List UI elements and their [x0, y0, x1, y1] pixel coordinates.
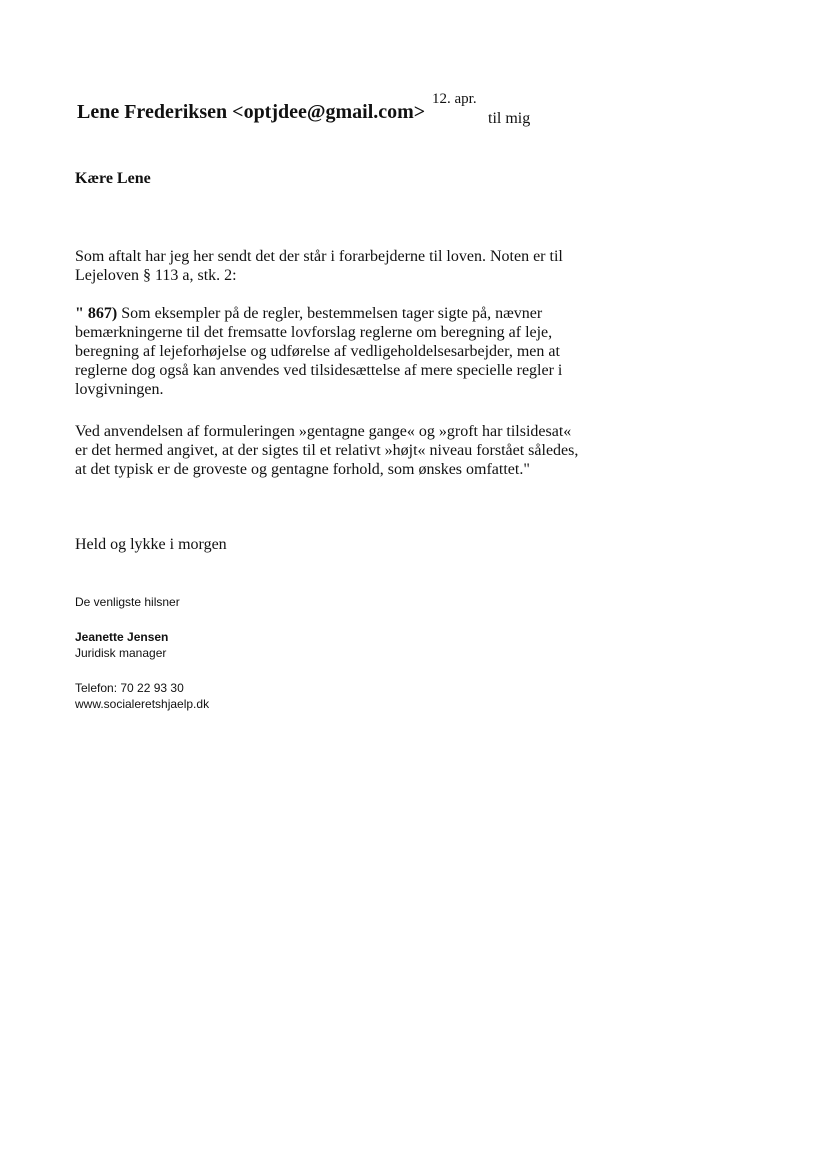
paragraph-line: beregning af lejeforhøjelse og udførelse af vedligeholdelsesarbejder, men at	[75, 343, 560, 360]
paragraph-line: reglerne dog også kan anvendes ved tilsidesættelse af mere specielle regler i	[75, 362, 563, 379]
paragraph-line: bemærkningerne til det fremsatte lovforslag reglerne om beregning af leje,	[75, 324, 553, 341]
email-date: 12. apr.	[432, 91, 477, 107]
signature-website: www.socialeretshjaelp.dk	[75, 697, 210, 711]
paragraph-line: er det hermed angivet, at der sigtes til et relativt »højt« niveau forstået således,	[75, 442, 579, 459]
paragraph-intro	[75, 247, 620, 285]
signature-title: Juridisk manager	[75, 646, 167, 660]
paragraph-line: Lejeloven § 113 a, stk. 2:	[75, 267, 237, 284]
closing-wish: Held og lykke i morgen	[75, 536, 227, 553]
paragraph-line: lovgivningen.	[75, 381, 164, 398]
email-sender: Lene Frederiksen <optjdee@gmail.com>	[77, 101, 426, 123]
signature-name: Jeanette Jensen	[75, 630, 169, 644]
letter-greeting: Kære Lene	[75, 170, 151, 187]
paragraph-line: Ved anvendelsen af formuleringen »gentagne gange« og »groft har tilsidesat«	[75, 423, 572, 440]
signature-phone: Telefon: 70 22 93 30	[75, 681, 184, 695]
paragraph-formulation	[75, 422, 620, 479]
paragraph-line: Som aftalt har jeg her sendt det der står i forarbejderne til loven. Noten er til	[75, 248, 563, 265]
note-first-line: Som eksempler på de regler, bestemmelsen tager sigte på, nævner	[117, 305, 543, 322]
email-recipient: til mig	[488, 110, 531, 127]
paragraph-line	[75, 304, 620, 323]
paragraph-line: at det typisk er de groveste og gentagne forhold, som ønskes omfattet."	[75, 461, 530, 478]
note-number: " 867)	[75, 305, 118, 322]
paragraph-note	[75, 304, 620, 399]
signature-closing: De venligste hilsner	[75, 595, 180, 609]
